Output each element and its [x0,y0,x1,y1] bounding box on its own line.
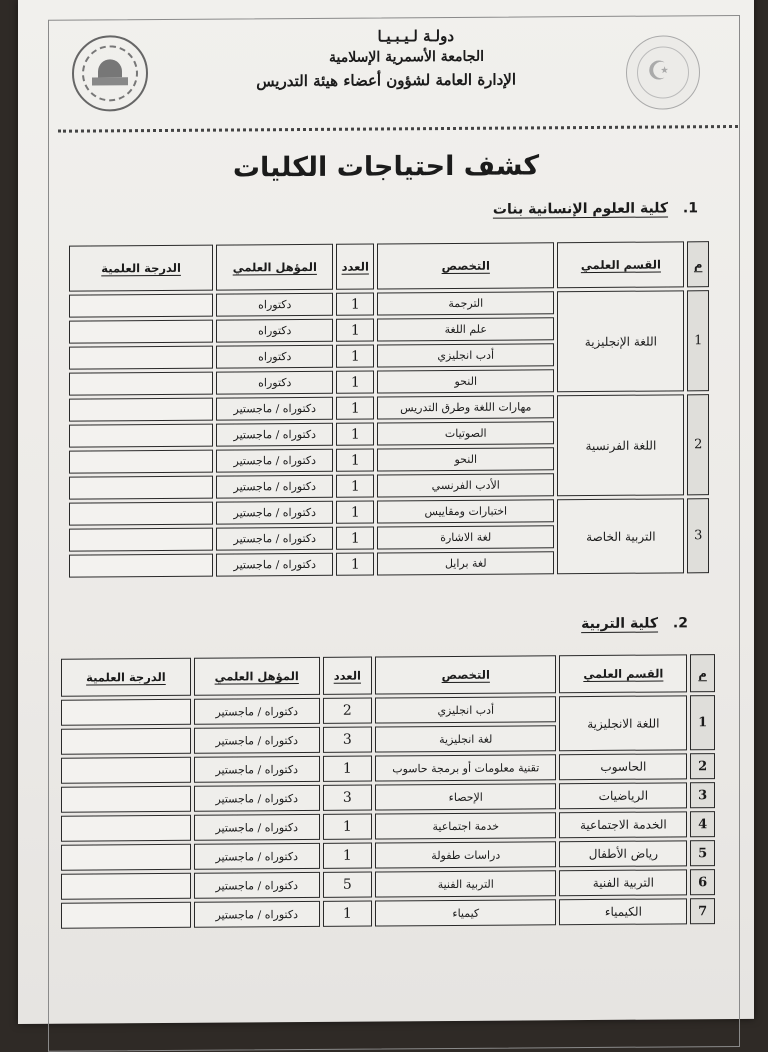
header-academic-degree-label: الدرجة العلمية [101,260,181,276]
academic-degree-cell [61,873,191,900]
header-department-label: القسم العلمي [583,666,664,682]
academic-degree-cell [61,786,191,813]
specialization-cell: دراسات طفولة [375,841,556,868]
row-index: 5 [690,840,715,866]
header-academic-degree-label: الدرجة العلمية [86,669,166,685]
header-index-label: م [698,666,707,681]
qualification-cell: دكتوراه / ماجستير [216,527,333,551]
row-index: 1 [690,695,715,750]
count-cell: 1 [336,501,374,524]
header-count [336,244,374,290]
table-header [69,241,709,291]
header-index-label: م [693,257,703,272]
qualification-cell: دكتوراه / ماجستير [194,727,320,754]
section-heading-1 [493,200,698,217]
count-cell: 1 [336,475,374,498]
count-cell: 1 [336,345,374,368]
row-index: 3 [690,782,715,808]
qualification-cell: دكتوراه [216,293,333,317]
header-row [61,654,715,697]
academic-degree-cell [69,554,213,578]
department-cell: رياض الأطفال [559,840,687,867]
needs-table-education [58,651,718,932]
qualification-cell: دكتوراه / ماجستير [216,423,333,447]
department-cell: الخدمة الاجتماعية [559,811,687,838]
count-cell: 1 [336,449,374,472]
count-cell: 1 [336,423,374,446]
specialization-cell: النحو [377,447,554,471]
department-cell: اللغة الفرنسية [557,394,684,496]
header-university: الجامعة الأسمرية الإسلامية [329,48,484,66]
needs-table-humanities [66,238,712,581]
section-number: 1. [682,200,698,217]
academic-degree-cell [61,699,191,726]
document-page [18,0,754,1024]
qualification-cell: دكتوراه [216,319,333,343]
table-body [69,290,709,577]
table-row [61,695,715,726]
count-cell: 1 [336,293,374,316]
academic-degree-cell [69,398,213,422]
section-heading-2 [581,615,688,632]
academic-degree-cell [61,844,191,871]
academic-degree-cell [69,320,213,344]
table-row [61,753,715,784]
qualification-cell: دكتوراه / ماجستير [194,698,320,725]
count-cell: 1 [336,553,374,576]
specialization-cell: خدمة اجتماعية [375,812,556,839]
qualification-cell: دكتوراه / ماجستير [194,872,320,899]
row-index: 6 [690,869,715,895]
specialization-cell: أدب انجليزي [375,696,556,723]
department-cell: التربية الفنية [559,869,687,896]
table-row [61,869,715,900]
count-cell: 5 [323,872,372,898]
page-title: كشف احتياجات الكليات [232,150,540,184]
count-cell: 1 [336,397,374,420]
qualification-cell: دكتوراه / ماجستير [216,553,333,577]
specialization-cell: أدب انجليزي [377,343,554,367]
table-row [61,898,715,929]
department-cell: التربية الخاصة [557,498,684,574]
qualification-cell: دكتوراه / ماجستير [194,785,320,812]
count-cell: 3 [323,727,372,753]
count-cell: 1 [323,843,372,869]
count-cell: 1 [323,901,372,927]
header-department-label: القسم العلمي [580,257,661,273]
header-qualification-label: المؤهل العلمي [232,259,317,275]
row-index: 1 [687,290,709,391]
academic-degree-cell [69,424,213,448]
specialization-cell: الترجمة [377,291,554,315]
header-specialization [377,242,554,289]
qualification-cell: دكتوراه / ماجستير [216,449,333,473]
qualification-cell: دكتوراه [216,371,333,395]
department-cell: الحاسوب [559,753,687,780]
academic-degree-cell [69,528,213,552]
specialization-cell: النحو [377,369,554,393]
count-cell: 1 [336,319,374,342]
header-count [323,657,372,695]
row-index: 7 [690,898,715,924]
table-row [69,394,709,421]
section-number: 2. [672,615,688,632]
header-count-label: العدد [333,668,361,683]
department-cell: الرياضيات [559,782,687,809]
specialization-cell: الأدب الفرنسي [377,473,554,497]
specialization-cell: لغة انجليزية [375,725,556,752]
specialization-cell: اختبارات ومقاييس [377,499,554,523]
academic-degree-cell [69,346,213,370]
academic-degree-cell [69,294,213,318]
header-specialization-label: التخصص [441,667,490,683]
department-cell: اللغة الإنجليزية [557,290,684,392]
header-state: دولـة لـيـبـيـا [377,26,454,46]
qualification-cell: دكتوراه / ماجستير [216,397,333,421]
table-row [69,498,709,525]
count-cell: 2 [323,698,372,724]
qualification-cell: دكتوراه / ماجستير [194,756,320,783]
academic-degree-cell [61,902,191,929]
specialization-cell: تقنية معلومات أو برمجة حاسوب [375,754,556,781]
table-row [61,811,715,842]
table-row [61,782,715,813]
specialization-cell: لغة الاشارة [377,525,554,549]
header-department [559,654,687,693]
academic-degree-cell [69,502,213,526]
row-index: 4 [690,811,715,837]
header-department: الإدارة العامة لشؤون أعضاء هيئة التدريس [256,70,516,91]
count-cell: 1 [323,814,372,840]
header-specialization [375,655,556,694]
qualification-cell: دكتوراه / ماجستير [216,501,333,525]
qualification-cell: دكتوراه [216,345,333,369]
department-cell: اللغة الانجليزية [559,695,687,751]
academic-degree-cell [69,450,213,474]
header-specialization-label: التخصص [441,258,490,274]
count-cell: 1 [336,527,374,550]
header-qualification-label: المؤهل العلمي [214,669,299,684]
academic-degree-cell [69,372,213,396]
qualification-cell: دكتوراه / ماجستير [194,901,320,928]
header-index [690,654,715,692]
section-label: كلية العلوم الإنسانية بنات [492,200,669,218]
academic-degree-cell [61,815,191,842]
academic-degree-cell [61,757,191,784]
specialization-cell: علم اللغة [377,317,554,341]
libya-state-emblem-icon: ☪ [626,35,700,110]
specialization-cell: مهارات اللغة وطرق التدريس [377,395,554,419]
university-emblem-icon [72,35,148,112]
specialization-cell: الصوتيات [377,421,554,445]
table-body [61,695,715,929]
table-row [61,840,715,871]
header-academic-degree [69,245,213,292]
department-cell: الكيمياء [559,898,687,925]
header-count-label: العدد [341,259,369,274]
count-cell: 1 [336,371,374,394]
qualification-cell: دكتوراه / ماجستير [194,843,320,870]
count-cell: 1 [323,756,372,782]
header-qualification [216,244,333,291]
count-cell: 3 [323,785,372,811]
header-academic-degree [61,658,191,697]
row-index: 2 [690,753,715,779]
header-qualification [194,657,320,696]
specialization-cell: لغة برايل [377,551,554,575]
section-label: كلية التربية [581,615,659,633]
header-department [557,241,684,288]
qualification-cell: دكتوراه / ماجستير [216,475,333,499]
header-row [69,241,709,291]
academic-degree-cell [61,728,191,755]
specialization-cell: التربية الفنية [375,870,556,897]
qualification-cell: دكتوراه / ماجستير [194,814,320,841]
header-index [687,241,709,287]
specialization-cell: كيمياء [375,899,556,926]
table-header [61,654,715,697]
academic-degree-cell [69,476,213,500]
row-index: 2 [687,394,709,495]
specialization-cell: الإحصاء [375,783,556,810]
table-row [69,290,709,317]
row-index: 3 [687,498,709,573]
